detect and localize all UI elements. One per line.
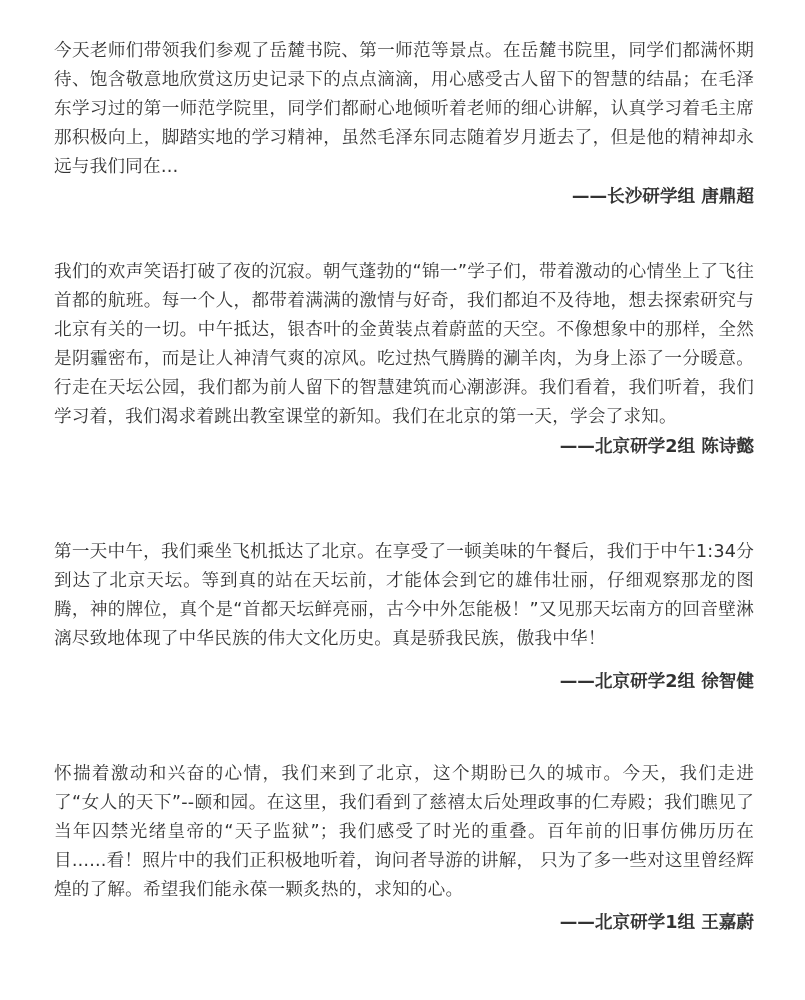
entry-changsha-tang xyxy=(54,37,754,212)
entry-beijing-xu xyxy=(54,538,754,697)
entry-signature: ——长沙研学组 唐鼎超 xyxy=(571,187,754,207)
entry-beijing-chen xyxy=(54,258,754,462)
entry-signature: ——北京研学1组 王嘉蔚 xyxy=(559,913,754,933)
entry-text: 我们的欢声笑语打破了夜的沉寂。朝气蓬勃的“锦一”学子们，带着激动的心情坐上了飞往首都的航班。每一个人，都带着满满的激情与好奇，我们都迫不及待地，想去探索研究与北京有关的一切。中午抵达，银杏叶的金黄装点着蔚蓝的天空。不像想象中的那样，全然是阴霾密布，而是让人神清气爽的凉风。吃过热气腾腾的涮羊肉，为身上添了一分暖意。行走在天坛公园，我们都为前人留下的智慧建筑而心潮澎湃。我们看着，我们听着，我们学习着，我们渴求着跳出教室课堂的新知。我们在北京的第一天，学会了求知。 xyxy=(54,262,754,427)
entry-signature: ——北京研学2组 陈诗懿 xyxy=(559,437,754,457)
entry-text: 第一天中午，我们乘坐飞机抵达了北京。在享受了一顿美味的午餐后，我们于中午1:34分到达了北京天坛。等到真的站在天坛前，才能体会到它的雄伟壮丽，仔细观察那龙的图腾，神的牌位，真个是“首都天坛鲜亮丽，古今中外怎能极！”又见那天坛南方的回音壁淋漓尽致地体现了中华民族的伟大文化历史。真是骄我民族，傲我中华！ xyxy=(54,542,754,649)
entry-beijing-wang xyxy=(54,760,754,938)
entry-signature: ——北京研学2组 徐智健 xyxy=(559,672,754,692)
entry-text: 今天老师们带领我们参观了岳麓书院、第一师范等景点。在岳麓书院里，同学们都满怀期待、饱含敬意地欣赏这历史记录下的点点滴滴，用心感受古人留下的智慧的结晶；在毛泽东学习过的第一师范学院里，同学们都耐心地倾听着老师的细心讲解，认真学习着毛主席那积极向上，脚踏实地的学习精神，虽然毛泽东同志随着岁月逝去了，但是他的精神却永远与我们同在… xyxy=(54,41,754,177)
entry-text: 怀揣着激动和兴奋的心情，我们来到了北京，这个期盼已久的城市。今天，我们走进了“女人的天下”--颐和园。在这里，我们看到了慈禧太后处理政事的仁寿殿；我们瞧见了当年囚禁光绪皇帝的“天子监狱”；我们感受了时光的重叠。百年前的旧事仿佛历历在目......看！照片中的我们正积极地听着，询问者导游的讲解， 只为了多一些对这里曾经辉煌的了解。希望我们能永葆一颗炙热的，求知的心。 xyxy=(54,764,754,900)
